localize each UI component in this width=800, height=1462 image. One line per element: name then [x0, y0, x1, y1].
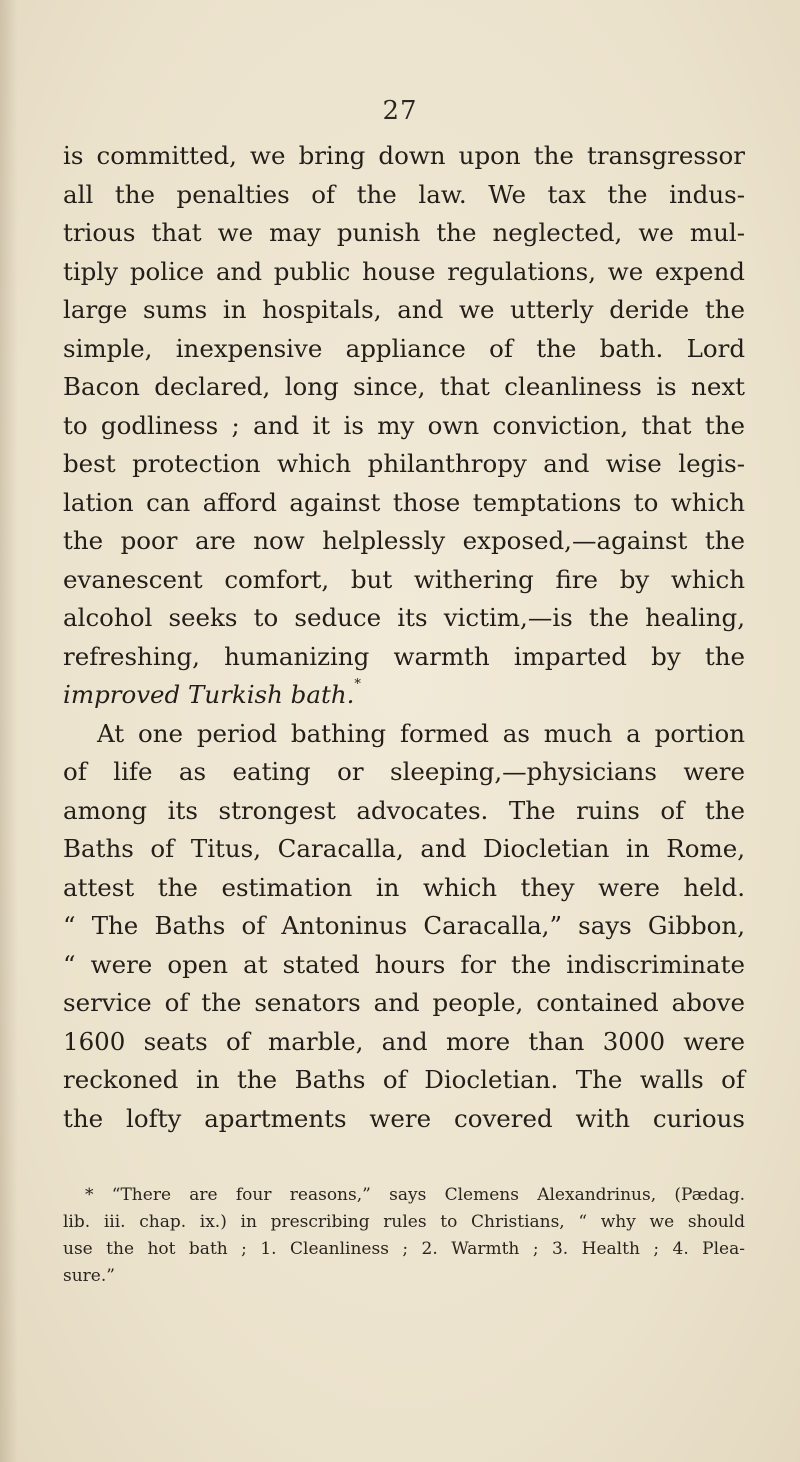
text-line: “ The Baths of Antoninus Caracalla,” says Gibbon, — [63, 911, 745, 940]
text-line: large sums in hospitals, and we utterly deride the — [63, 295, 745, 324]
footnote — [63, 1182, 745, 1290]
text-line: best protection which philanthropy and wise legis- — [63, 449, 745, 478]
text-line: the poor are now helplessly exposed,—against the — [63, 526, 745, 555]
text-line: 1600 seats of marble, and more than 3000 were — [63, 1026, 745, 1056]
text-line: “ were open at stated hours for the indiscriminate — [63, 949, 745, 979]
footnote-line: * “There are four reasons,” says Clemens Alexandrinus, (Pædag. — [85, 1185, 745, 1205]
text-line: refreshing, humanizing warmth imparted by the — [63, 641, 745, 671]
italic-phrase: improved Turkish bath. — [63, 680, 355, 709]
text-line: evanescent comfort, but withering fire by which — [63, 564, 745, 594]
text-line: lation can afford against those temptations to which — [63, 487, 745, 517]
footnote-line: lib. iii. chap. ix.) in prescribing rules to Christians, “ why we should — [63, 1212, 745, 1232]
text-line: the lofty apartments were covered with curious — [63, 1103, 745, 1133]
paragraph-first-line: At one period bathing formed as much a portion — [97, 718, 745, 748]
footnote-reference: * — [354, 677, 361, 692]
text-line: Bacon declared, long since, that cleanliness is next — [63, 372, 745, 401]
footnote-line: use the hot bath ; 1. Cleanliness ; 2. Warmth ; 3. Health ; 4. Plea- — [63, 1239, 745, 1259]
body-text — [63, 137, 745, 1138]
text-line: is committed, we bring down upon the transgressor — [63, 141, 745, 170]
text-line: all the penalties of the law. We tax the indus- — [63, 179, 745, 209]
text-line: trious that we may punish the neglected, we mul- — [63, 218, 745, 247]
text-line: reckoned in the Baths of Diocletian. The walls of — [63, 1065, 745, 1094]
page-number: 27 — [382, 96, 418, 126]
text-line: alcohol seeks to seduce its victim,—is the healing, — [63, 603, 745, 632]
text-line: simple, inexpensive appliance of the bath. Lord — [63, 333, 745, 363]
text-line: among its strongest advocates. The ruins of the — [63, 795, 745, 825]
text-line: service of the senators and people, contained above — [63, 988, 745, 1017]
text-line: tiply police and public house regulations, we expend — [63, 256, 745, 286]
text-line: of life as eating or sleeping,—physicians were — [63, 757, 745, 786]
text-line: Baths of Titus, Caracalla, and Diocletian in Rome, — [63, 834, 745, 863]
text-line: to godliness ; and it is my own conviction, that the — [63, 410, 745, 440]
text-line: attest the estimation in which they were held. — [63, 872, 745, 902]
text-line-italic — [63, 676, 745, 715]
footnote-line: sure.” — [63, 1266, 115, 1286]
